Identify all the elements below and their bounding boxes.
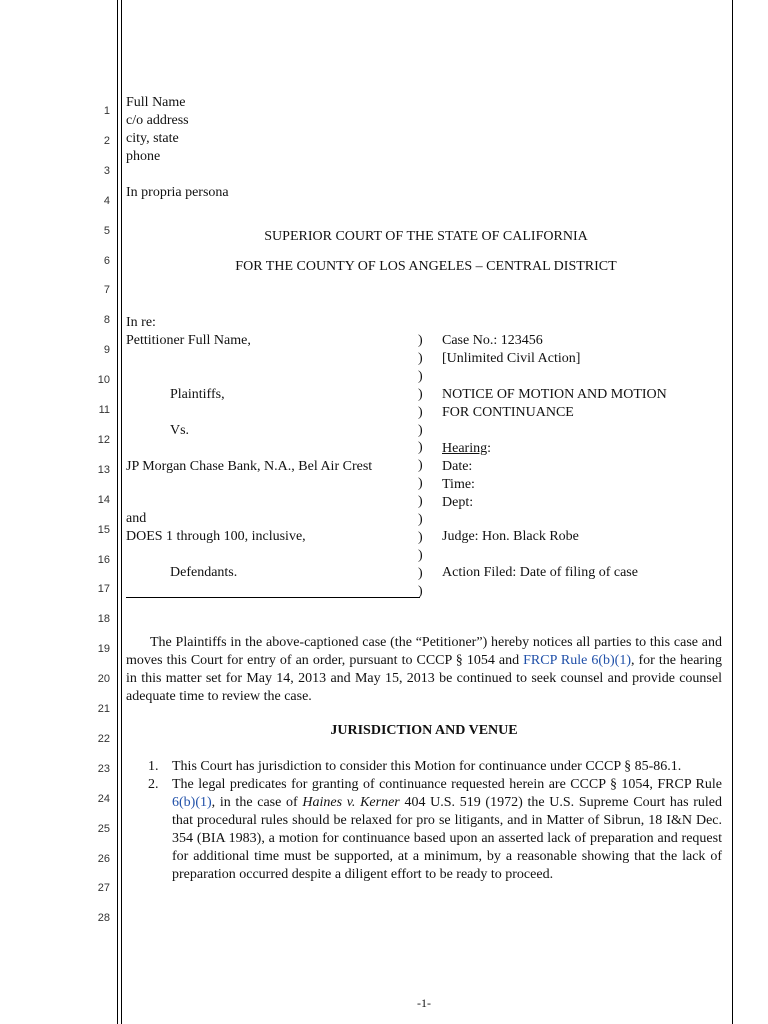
motion-title-line1: NOTICE OF MOTION AND MOTION <box>442 387 667 402</box>
line-number: 14 <box>97 493 110 506</box>
line-number: 4 <box>103 194 110 207</box>
line-number: 17 <box>97 583 110 596</box>
item-1-number: 1. <box>148 759 159 774</box>
caption-paren: ) <box>418 333 423 348</box>
judge: Judge: Hon. Black Robe <box>442 529 579 544</box>
line-number: 26 <box>97 852 110 865</box>
hearing-date: Date: <box>442 459 473 474</box>
line-number: 12 <box>97 433 110 446</box>
caption-defendants: Defendants. <box>170 565 238 580</box>
line-number: 11 <box>98 404 110 416</box>
line-number: 24 <box>97 792 110 805</box>
section-heading: JURISDICTION AND VENUE <box>330 723 518 738</box>
line-number: 9 <box>103 344 110 357</box>
line-number: 3 <box>103 164 110 177</box>
hearing-time: Time: <box>442 477 475 492</box>
hearing-colon: : <box>487 441 491 456</box>
line-number: 27 <box>97 882 110 895</box>
attorney-address: c/o address <box>126 113 189 128</box>
caption-paren: ) <box>418 404 423 420</box>
item-2-number: 2. <box>148 777 159 792</box>
line-number: 28 <box>97 912 110 925</box>
caption-paren: ) <box>418 350 423 366</box>
attorney-status: In propria persona <box>126 185 229 200</box>
case-number: Case No.: 123456 <box>442 333 543 348</box>
line-number: 19 <box>97 643 110 656</box>
line-number: 25 <box>97 822 110 835</box>
hearing-label-text: Hearing <box>442 441 488 456</box>
line-number: 2 <box>103 134 110 147</box>
line-number: 16 <box>97 553 110 566</box>
attorney-city: city, state <box>126 131 179 146</box>
caption-paren: ) <box>418 583 423 599</box>
caption-plaintiffs: Plaintiffs, <box>170 387 225 402</box>
caption-paren: ) <box>418 529 423 545</box>
caption-in-re: In re: <box>126 315 156 330</box>
action-type: [Unlimited Civil Action] <box>442 351 581 366</box>
action-filed: Action Filed: Date of filing of case <box>442 565 638 580</box>
right-margin-rule <box>732 0 733 1024</box>
caption-paren: ) <box>418 440 423 456</box>
caption-defendant: JP Morgan Chase Bank, N.A., Bel Air Crest <box>126 459 373 474</box>
line-number: 8 <box>103 314 110 327</box>
intro-frcp-link[interactable]: FRCP Rule 6(b)(1) <box>523 653 631 668</box>
item-2-rule-link[interactable]: 6(b)(1) <box>172 795 212 810</box>
line-number: 10 <box>97 374 110 387</box>
item-2-text-a: The legal predicates for granting of continuance requested herein are CCCP § 1054, FRCP Rule <box>172 777 722 792</box>
line-number: 18 <box>97 613 110 626</box>
caption-paren: ) <box>418 386 423 402</box>
caption-vs: Vs. <box>170 423 190 438</box>
item-2-case-name: Haines v. Kerner <box>302 795 400 810</box>
hearing-dept: Dept: <box>442 495 474 510</box>
attorney-name: Full Name <box>126 95 186 110</box>
intro-paragraph <box>126 634 722 706</box>
caption-paren: ) <box>418 565 423 581</box>
caption-paren: ) <box>418 512 423 527</box>
line-number: 7 <box>103 284 110 297</box>
line-number: 5 <box>103 224 110 237</box>
line-number: 13 <box>97 463 110 476</box>
hearing-label <box>442 440 491 458</box>
caption-paren: ) <box>418 547 423 563</box>
line-number: 1 <box>103 105 110 117</box>
item-1-text: This Court has jurisdiction to consider this Motion for continuance under CCCP § 85-86.1. <box>172 759 682 774</box>
caption-paren: ) <box>418 494 423 510</box>
caption-does: DOES 1 through 100, inclusive, <box>126 529 306 544</box>
caption-paren: ) <box>418 368 423 384</box>
court-county: FOR THE COUNTY OF LOS ANGELES – CENTRAL DISTRICT <box>235 259 617 274</box>
caption-paren: ) <box>418 458 423 474</box>
intro-text-a: The Plaintiffs in the above-captioned case (the “Petitioner”) hereby notices all parties to this case and moves this Court for entry of an order, pursuant to CCCP § 1054 and <box>126 635 722 668</box>
caption-paren: ) <box>418 476 423 492</box>
motion-title-line2: FOR CONTINUANCE <box>442 405 574 420</box>
intro-text-b: , for the hearing in this matter set for May 14, 2013 and May 15, 2013 be continued to seek counsel and provide counsel adequate time to review the case. <box>126 653 722 704</box>
court-name: SUPERIOR COURT OF THE STATE OF CALIFORNIA <box>264 229 588 244</box>
attorney-phone: phone <box>126 149 161 164</box>
left-margin-rule-inner <box>121 0 122 1024</box>
item-2-text-c: 404 U.S. 519 (1972) the U.S. Supreme Court has ruled that procedural rules should be relaxed for pro se litigants, and in Matter of Sibrun, 18 I&N Dec. 354 (BIA 1983), a motion for continuance based upon an asserted lack of preparation and request for additional time must be supported, at a minimum, by a reasonable showing that the lack of preparation occurred despite a diligent effort to be ready to proceed. <box>172 795 722 882</box>
line-number: 20 <box>97 673 110 686</box>
line-number: 21 <box>97 703 110 715</box>
line-number: 22 <box>97 732 110 745</box>
line-number: 6 <box>103 254 110 267</box>
caption-underline <box>126 597 420 598</box>
line-number: 15 <box>97 523 110 536</box>
caption-petitioner: Pettitioner Full Name, <box>126 333 251 348</box>
caption-and: and <box>126 511 147 526</box>
item-2-text <box>172 776 722 884</box>
item-2-text-b: , in the case of <box>211 795 303 810</box>
caption-paren: ) <box>418 422 423 438</box>
page-number: -1- <box>417 996 431 1010</box>
left-margin-rule-outer <box>117 0 118 1024</box>
line-number: 23 <box>97 762 110 775</box>
